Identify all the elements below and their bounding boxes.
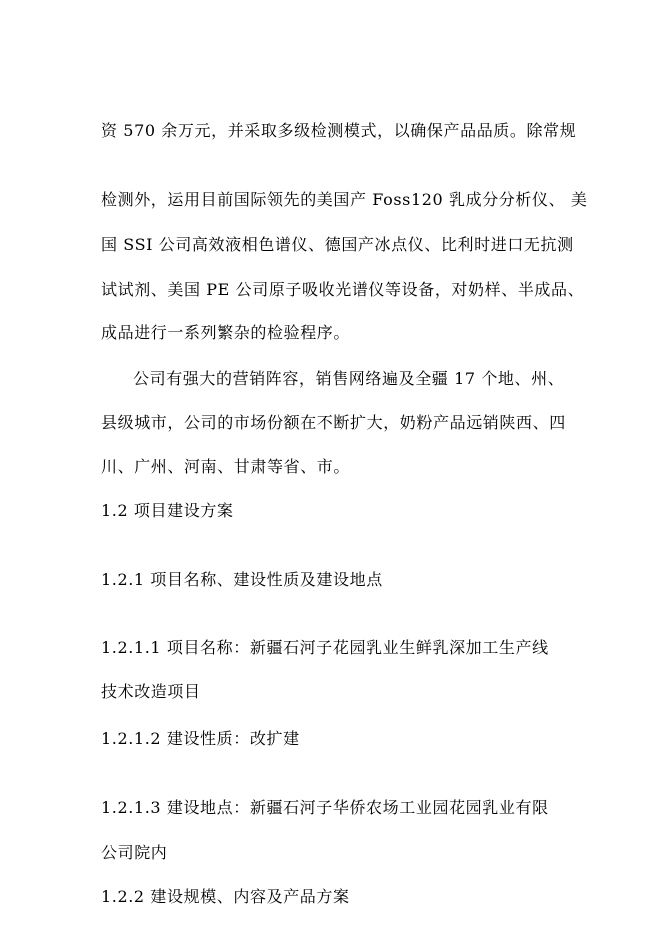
section-heading-1-2-1: 1.2.1 项目名称、建设性质及建设地点: [101, 570, 383, 589]
paragraph-line-foss-analyzer: 检测外，运用目前国际领先的美国产 Foss120 乳成分分析仪、 美: [101, 190, 588, 209]
paragraph-line-inspection-procedure: 成品进行一系列繁杂的检验程序。: [101, 323, 351, 342]
section-heading-1-2-1-3-continuation: 公司院内: [101, 843, 168, 862]
section-heading-1-2-2: 1.2.2 建设规模、内容及产品方案: [101, 887, 350, 906]
section-heading-1-2-1-1: 1.2.1.1 项目名称：新疆石河子花园乳业生鲜乳深加工生产线: [101, 638, 549, 657]
section-heading-1-2: 1.2 项目建设方案: [101, 501, 234, 520]
paragraph-line-ssi-chromatograph: 国 SSI 公司高效液相色谱仪、德国产冰点仪、比利时进口无抗测: [101, 235, 574, 254]
section-heading-1-2-1-1-continuation: 技术改造项目: [101, 682, 201, 701]
paragraph-line-market-share: 县级城市，公司的市场份额在不断扩大，奶粉产品远销陕西、四: [101, 413, 566, 432]
paragraph-line-pe-spectrometer: 试试剂、美国 PE 公司原子吸收光谱仪等设备，对奶样、半成品、: [101, 280, 585, 299]
section-heading-1-2-1-2: 1.2.1.2 建设性质：改扩建: [101, 729, 300, 748]
paragraph-line-sales-team: 公司有强大的营销阵容，销售网络遍及全疆 17 个地、州、: [133, 369, 565, 388]
section-heading-1-2-1-3: 1.2.1.3 建设地点：新疆石河子华侨农场工业园花园乳业有限: [101, 798, 549, 817]
paragraph-line-testing-investment: 资 570 余万元，并采取多级检测模式，以确保产品品质。除常规: [101, 121, 577, 140]
paragraph-line-sales-regions: 川、广州、河南、甘肃等省、市。: [101, 457, 351, 476]
